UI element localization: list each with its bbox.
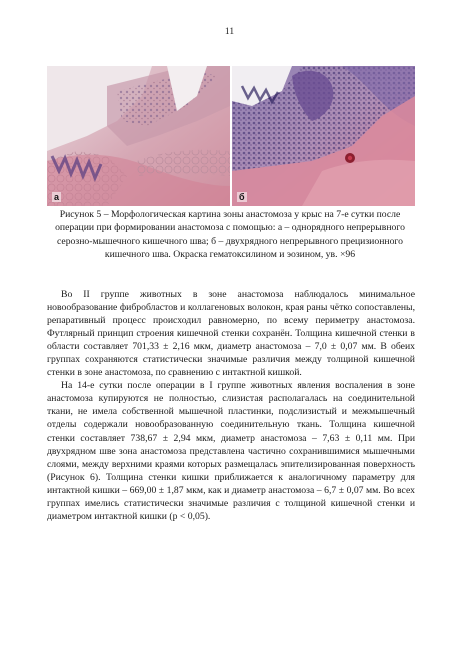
figure-caption <box>54 208 406 261</box>
figure-caption-text: Рисунок 5 – Морфологическая картина зоны анастомоза у крыс на 7-е сутки после операции при формировании анастомоза с помощью: а – однорядного непрерывного серозно-мышечного кишечного шва; б – двухрядного непрерывного прецизионного кишечного шва. Окраска гематоксилином и эозином, ув. ×96 <box>55 209 405 260</box>
histology-figure <box>47 66 415 206</box>
paragraph: На 14-е сутки после операции в I группе животных явления воспаления в зоне анастомоза купируются не полностью, слизистая располагалась на соединительной ткани, не имела собственной мышечной пластинки, подслизистый и межмышечный отделы содержали новообразованную соединительную ткань. Толщина кишечной стенки составляет 738,67 ± 2,94 мкм, диаметр анастомоза – 7,63 ± 0,11 мм. При двухрядном шве зона анастомоза представлена частично сохранившимися мышечными слоями, между верхними краями которых размещалась эпителизированная поверхность (Рисунок 6). Толщина стенки кишки приближается к аналогичному параметру для интактной кишки – 669,00 ± 1,87 мкм, как и диаметр анастомоза – 6,7 ± 0,07 мм. Во всех группах имелись статистически значимые различия с толщиной кишечной стенки и диаметром интактной кишки (p < 0,05). <box>47 380 415 522</box>
micrograph-a <box>47 66 230 206</box>
panel-a-label: а <box>54 192 60 202</box>
micrograph-b <box>232 66 415 206</box>
body-text <box>47 288 415 523</box>
micrograph-a-image <box>47 66 230 206</box>
panel-b-label: б <box>239 192 245 202</box>
paragraph: Во II группе животных в зоне анастомоза наблюдалось минимальное новообразование фибробластов и коллагеновых волокон, края раны чётко сопоставлены, репаративный процесс происходил равномерно, по всему периметру анастомоза. Футлярный принцип строения кишечной стенки сохранён. Толщина кишечной стенки в области составляет 701,33 ± 2,16 мкм, диаметр анастомоза – 7,0 ± 0,07 мм. В обеих группах сохраняются статистически значимые различия между толщиной кишечной стенки в зоне анастомоза, по сравнению с интактной кишкой. <box>47 289 415 379</box>
page-number: 11 <box>224 27 235 37</box>
micrograph-b-image <box>232 66 415 206</box>
